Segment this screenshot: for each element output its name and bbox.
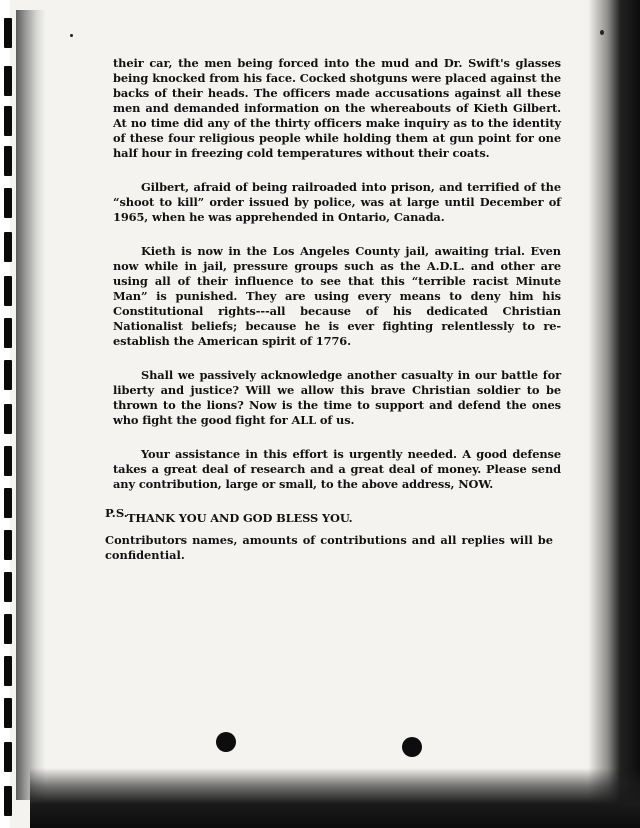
paragraph-3: Kieth is now in the Los Angeles County jail, awaiting trial. Even now while in jail, pressure groups such as the A.D.L. and other are using all of their influence to see that this “terrible racist Minute Man” is punished. They are using every means to deny him his Constitutional rights---all because of his dedicated Christian Nationalist beliefs; because he is ever fighting relentlessly to re-establish the American spirit of 1776. — [113, 244, 561, 348]
binding-hole — [4, 188, 12, 218]
binding-hole — [4, 530, 12, 560]
binding-hole — [4, 232, 12, 262]
punch-hole-left — [216, 732, 236, 752]
paragraph-2: Gilbert, afraid of being railroaded into prison, and terrified of the “shoot to kill” order issued by police, was at large until December of 1965, when he was apprehended in Ontario, Canada. — [113, 180, 561, 224]
binding-hole — [4, 318, 12, 348]
binding-hole — [4, 18, 12, 48]
paragraph-1: their car, the men being forced into the mud and Dr. Swift's glasses being knocked from his face. Cocked shotguns were placed against the backs of their heads. The officers made accusations against all these men and demanded information on the whereabouts of Kieth Gilbert. At no time did any of the thirty officers make inquiry as to the identity of these four religious people while holding them at gun point for one half hour in freezing cold temperatures without their coats. — [113, 56, 561, 160]
scan-speck — [600, 30, 604, 35]
ps-text: Contributors names, amounts of contributions and all replies will be confidential. — [105, 533, 553, 562]
binding-hole — [4, 446, 12, 476]
paragraph-5: Your assistance in this effort is urgently needed. A good defense takes a great deal of research and a great deal of money. Please send any contribution, large or small, to the above address, NOW. — [113, 447, 561, 491]
closing-line: THANK YOU AND GOD BLESS YOU. — [127, 511, 353, 525]
binding-hole — [4, 146, 12, 176]
ps-label: P.S. — [105, 506, 128, 520]
punch-hole-right — [402, 737, 422, 757]
binding-hole — [4, 572, 12, 602]
binding-hole — [4, 276, 12, 306]
scan-speck — [70, 34, 73, 37]
binding-hole — [4, 656, 12, 686]
binding-hole — [4, 404, 12, 434]
binding-hole — [4, 66, 12, 96]
binding-hole — [4, 614, 12, 644]
binding-hole — [4, 742, 12, 772]
binding-hole — [4, 786, 12, 816]
paragraph-4: Shall we passively acknowledge another casualty in our battle for liberty and justice? Will we allow this brave Christian soldier to be thrown to the lions? Now is the time to support and defend the ones who fight the good fight for ALL of us. — [113, 368, 561, 427]
binding-hole — [4, 360, 12, 390]
bottom-edge-shadow — [30, 768, 640, 828]
left-edge-shadow — [16, 10, 46, 800]
letter-body — [113, 56, 561, 526]
binding-hole — [4, 106, 12, 136]
binding-hole — [4, 488, 12, 518]
right-edge-shadow — [588, 0, 640, 828]
binding-hole — [4, 698, 12, 728]
